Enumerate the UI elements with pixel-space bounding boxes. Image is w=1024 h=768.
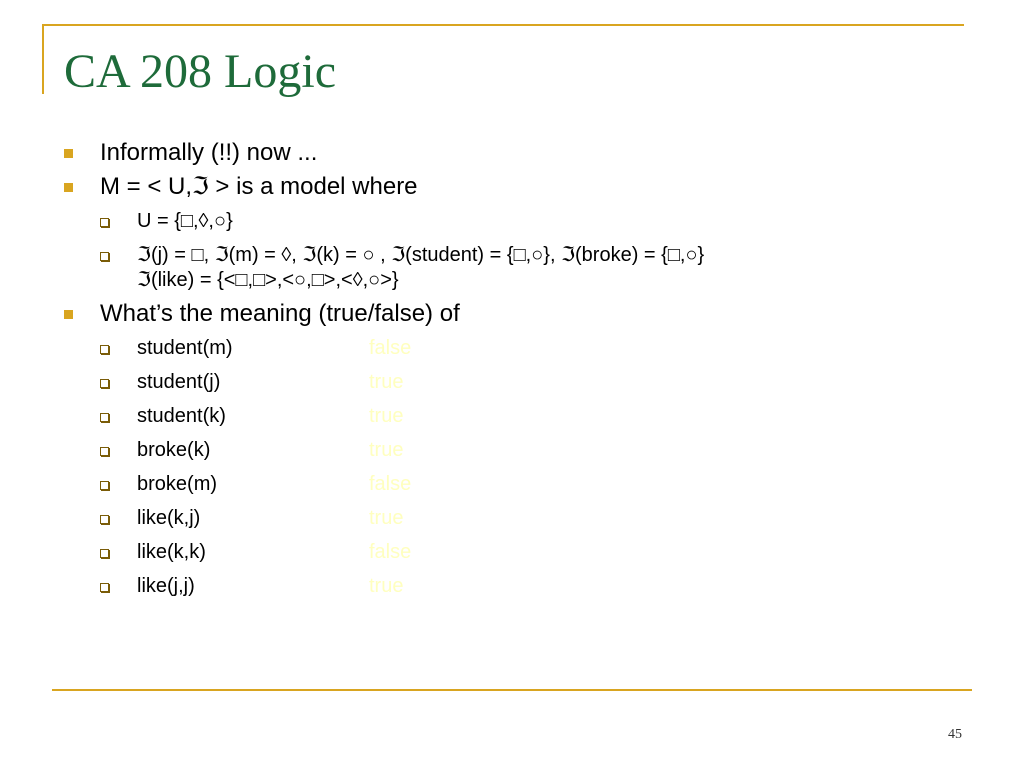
- sub-bullet-text-line2: ℑ(like) = {<□,□>,<○,□>,<◊,○>}: [137, 269, 399, 291]
- query-item: [62, 501, 982, 535]
- bullet-model: [62, 170, 982, 204]
- bullet-informally: [62, 136, 982, 170]
- query-item: [62, 569, 982, 603]
- query-expression: like(k,k): [137, 541, 206, 563]
- hollow-square-bullet-icon: [100, 583, 109, 592]
- query-expression: student(m): [137, 337, 233, 359]
- hollow-square-bullet-icon: [100, 481, 109, 490]
- page-number: 45: [948, 727, 962, 742]
- query-item: [62, 399, 982, 433]
- hollow-square-bullet-icon: [100, 549, 109, 558]
- sub-bullet-text-line1: ℑ(j) = □, ℑ(m) = ◊, ℑ(k) = ○ , ℑ(student) = {□,○}, ℑ(broke) = {□,○}: [137, 244, 705, 266]
- query-item: [62, 433, 982, 467]
- query-item: [62, 535, 982, 569]
- query-expression: broke(k): [137, 439, 211, 461]
- query-item: [62, 365, 982, 399]
- query-answer: false: [369, 337, 412, 359]
- bullet-question: [62, 297, 982, 331]
- slide-title: CA 208 Logic: [64, 45, 336, 98]
- query-list: [62, 331, 982, 603]
- slide-content: [62, 136, 982, 603]
- sub-bullet-universe: [62, 204, 982, 238]
- square-bullet-icon: [64, 310, 73, 319]
- hollow-square-bullet-icon: [100, 252, 109, 261]
- bottom-divider-line: [52, 689, 972, 691]
- top-border-line: [42, 24, 964, 26]
- left-border-line: [42, 24, 44, 94]
- hollow-square-bullet-icon: [100, 447, 109, 456]
- sub-bullet-interpretation: [62, 238, 982, 297]
- bullet-text: What’s the meaning (true/false) of: [100, 300, 460, 327]
- query-answer: true: [369, 575, 404, 597]
- bullet-text: M = < U,ℑ > is a model where: [100, 173, 418, 200]
- query-expression: like(k,j): [137, 507, 201, 529]
- sub-bullet-text: U = {□,◊,○}: [137, 210, 233, 232]
- query-expression: student(k): [137, 405, 226, 427]
- query-answer: false: [369, 473, 412, 495]
- hollow-square-bullet-icon: [100, 515, 109, 524]
- query-expression: student(j): [137, 371, 221, 393]
- hollow-square-bullet-icon: [100, 218, 109, 227]
- square-bullet-icon: [64, 183, 73, 192]
- hollow-square-bullet-icon: [100, 379, 109, 388]
- query-item: [62, 467, 982, 501]
- query-expression: broke(m): [137, 473, 218, 495]
- query-expression: like(j,j): [137, 575, 195, 597]
- bullet-text: Informally (!!) now ...: [100, 139, 318, 166]
- query-answer: true: [369, 439, 404, 461]
- query-answer: true: [369, 405, 404, 427]
- query-item: [62, 331, 982, 365]
- hollow-square-bullet-icon: [100, 345, 109, 354]
- hollow-square-bullet-icon: [100, 413, 109, 422]
- square-bullet-icon: [64, 149, 73, 158]
- query-answer: true: [369, 507, 404, 529]
- query-answer: false: [369, 541, 412, 563]
- query-answer: true: [369, 371, 404, 393]
